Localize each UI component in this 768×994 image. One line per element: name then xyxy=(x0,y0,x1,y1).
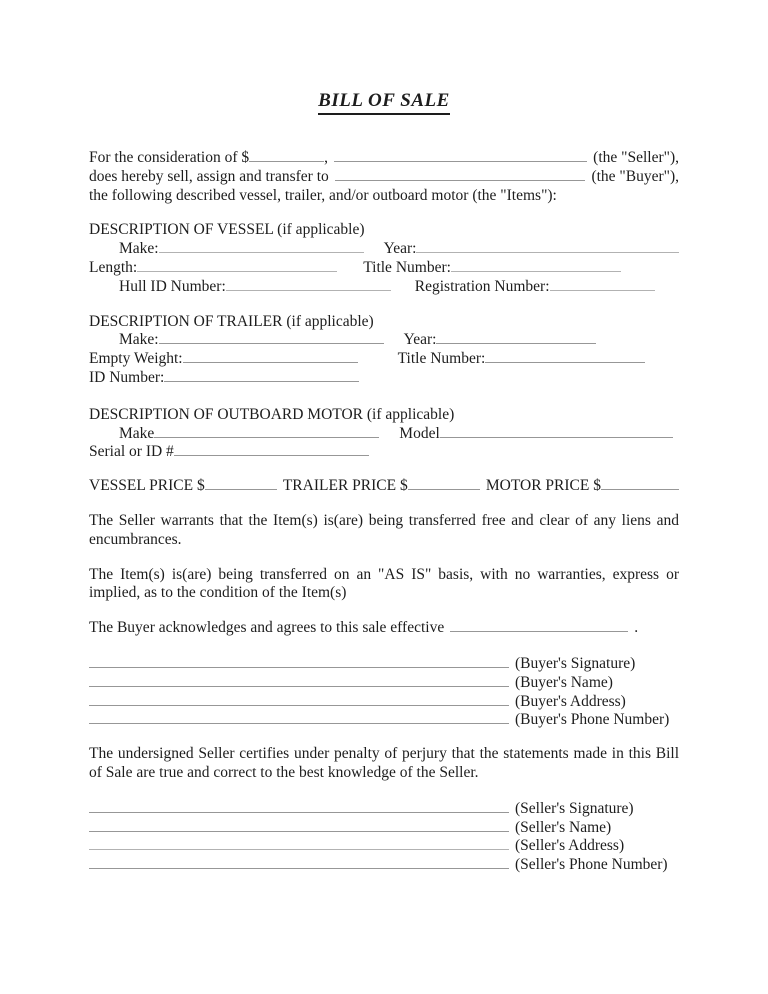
buyer-name-label: (Buyer's Name) xyxy=(515,673,613,691)
trailer-title-number-label: Title Number: xyxy=(397,350,486,368)
trailer-year-label: Year: xyxy=(403,331,437,349)
trailer-weight-title-row xyxy=(89,350,679,369)
vessel-section-heading: DESCRIPTION OF VESSEL (if applicable) xyxy=(89,221,365,239)
motor-price-label: MOTOR PRICE $ xyxy=(485,477,601,495)
seller-address-label: (Seller's Address) xyxy=(515,837,625,855)
buyer-name-sig-line xyxy=(89,674,509,687)
prices-row xyxy=(89,477,679,496)
page-title: BILL OF SALE xyxy=(318,90,450,115)
trailer-make-year-row xyxy=(89,331,679,350)
motor-price-group xyxy=(486,477,679,496)
buyer-signature-label: (Buyer's Signature) xyxy=(515,654,636,672)
intro-line-3 xyxy=(89,187,679,206)
warranty-paragraph: The Seller warrants that the Item(s) is(are) being transferred free and clear of any liens and encumbrances. xyxy=(89,511,679,548)
buyer-signature-line xyxy=(89,655,509,668)
motor-make-model-row xyxy=(89,425,679,444)
comma-text: , xyxy=(324,149,329,166)
title-row xyxy=(89,90,679,115)
trailer-make-line xyxy=(159,331,384,344)
trailer-id-number-label: ID Number: xyxy=(89,368,165,386)
buyer-name-row xyxy=(89,674,679,693)
trailer-heading-row xyxy=(89,313,679,332)
effective-date-row xyxy=(89,619,679,638)
trailer-price-group xyxy=(283,477,480,496)
motor-heading-row xyxy=(89,406,679,425)
motor-model-line xyxy=(440,425,673,438)
motor-serial-label: Serial or ID # xyxy=(89,443,174,461)
vessel-title-number-line xyxy=(451,259,621,272)
vessel-hull-id-line xyxy=(226,278,391,291)
motor-serial-line xyxy=(174,443,369,456)
seller-signature-line xyxy=(89,800,509,813)
seller-phone-label: (Seller's Phone Number) xyxy=(515,856,668,874)
buyer-name-line xyxy=(335,168,586,181)
vessel-year-line xyxy=(416,240,679,253)
trailer-year-line xyxy=(436,331,596,344)
effective-suffix-text: . xyxy=(634,619,639,637)
intro-line-2 xyxy=(89,168,679,187)
trailer-empty-weight-label: Empty Weight: xyxy=(89,350,183,368)
transfer-prefix-text: does hereby sell, assign and transfer to xyxy=(89,167,329,185)
motor-section-heading: DESCRIPTION OF OUTBOARD MOTOR (if applicable) xyxy=(89,405,455,423)
buyer-suffix-text: (the "Buyer"), xyxy=(591,167,679,185)
vessel-price-line xyxy=(205,477,277,490)
trailer-make-label: Make: xyxy=(119,331,159,349)
trailer-price-label: TRAILER PRICE $ xyxy=(282,477,408,495)
seller-signature-label: (Seller's Signature) xyxy=(515,799,634,817)
buyer-signature-row xyxy=(89,655,679,674)
seller-name-label: (Seller's Name) xyxy=(515,818,612,836)
seller-phone-row xyxy=(89,856,679,875)
seller-certification-paragraph: The undersigned Seller certifies under penalty of perjury that the statements made in this Bill of Sale are true and correct to the best knowledge of the Seller. xyxy=(89,745,679,781)
vessel-length-label: Length: xyxy=(89,258,138,276)
vessel-price-group xyxy=(89,477,277,496)
buyer-address-line xyxy=(89,693,509,706)
seller-name-line xyxy=(334,149,587,162)
trailer-section-heading: DESCRIPTION OF TRAILER (if applicable) xyxy=(89,312,374,330)
vessel-price-label: VESSEL PRICE $ xyxy=(89,477,205,495)
seller-name-row xyxy=(89,819,679,838)
trailer-title-number-line xyxy=(485,350,645,363)
vessel-heading-row xyxy=(89,221,679,240)
vessel-registration-label: Registration Number: xyxy=(414,277,550,295)
seller-suffix-text: (the "Seller"), xyxy=(593,149,679,166)
vessel-length-line xyxy=(137,259,337,272)
buyer-phone-row xyxy=(89,711,679,730)
motor-model-label: Model xyxy=(399,424,440,442)
items-line-text: the following described vessel, trailer, and/or outboard motor (the "Items"): xyxy=(89,186,557,204)
vessel-length-title-row xyxy=(89,259,679,278)
trailer-id-row xyxy=(89,369,679,388)
as-is-paragraph: The Item(s) is(are) being transferred on an "AS IS" basis, with no warranties, express or implied, as to the condition of the Item(s) xyxy=(89,565,679,602)
seller-name-sig-line xyxy=(89,819,509,832)
sale-effective-date-line xyxy=(450,619,628,632)
vessel-make-line xyxy=(159,240,364,253)
motor-price-line xyxy=(601,477,679,490)
effective-prefix-text: The Buyer acknowledges and agrees to this sale effective xyxy=(89,619,445,637)
vessel-make-label: Make: xyxy=(119,240,159,258)
trailer-id-number-line xyxy=(164,369,359,382)
intro-line-1 xyxy=(89,149,679,168)
seller-address-line xyxy=(89,837,509,850)
vessel-hull-registration-row xyxy=(89,278,679,297)
consideration-amount-line xyxy=(249,149,324,162)
vessel-title-number-label: Title Number: xyxy=(363,258,451,276)
trailer-empty-weight-line xyxy=(183,350,358,363)
consideration-prefix-text: For the consideration of $ xyxy=(89,149,250,166)
motor-make-line xyxy=(154,425,379,438)
buyer-phone-line xyxy=(89,711,509,724)
seller-signature-row xyxy=(89,800,679,819)
buyer-phone-label: (Buyer's Phone Number) xyxy=(515,711,670,729)
vessel-hull-id-label: Hull ID Number: xyxy=(119,277,226,295)
seller-address-row xyxy=(89,837,679,856)
vessel-year-label: Year: xyxy=(383,240,417,258)
trailer-price-line xyxy=(408,477,480,490)
motor-make-label: Make xyxy=(119,424,155,442)
vessel-make-year-row xyxy=(89,240,679,259)
vessel-registration-line xyxy=(550,278,655,291)
seller-phone-line xyxy=(89,856,509,869)
buyer-address-row xyxy=(89,693,679,712)
buyer-address-label: (Buyer's Address) xyxy=(515,692,626,710)
motor-serial-row xyxy=(89,443,679,462)
